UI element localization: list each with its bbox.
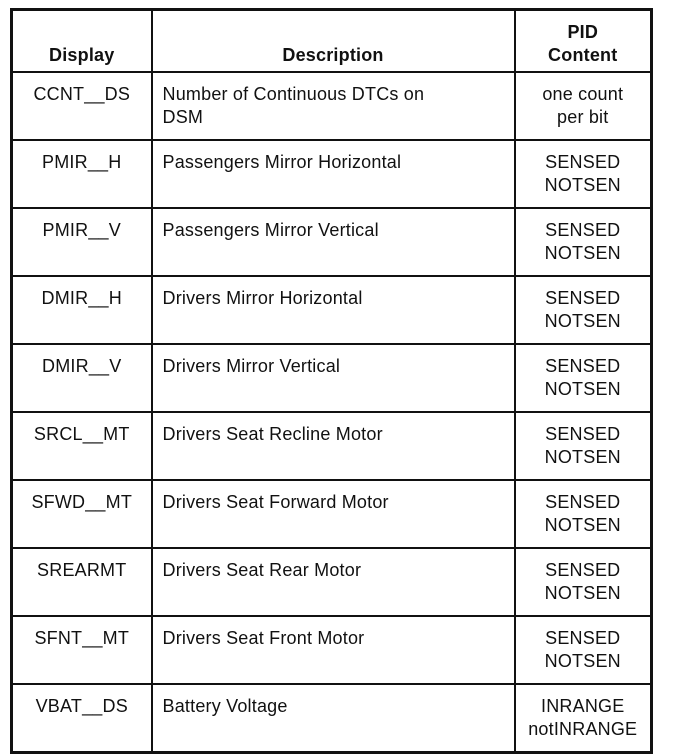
- pid-line2: NOTSEN: [544, 175, 621, 195]
- header-pid-content: [515, 10, 652, 73]
- header-pid-line1: PID: [567, 22, 599, 42]
- pid-line2: NOTSEN: [544, 447, 621, 467]
- description-cell: [152, 412, 515, 480]
- description-line1: Passengers Mirror Horizontal: [162, 152, 402, 172]
- pid-line1: SENSED: [545, 560, 621, 580]
- table-row: [12, 684, 652, 753]
- description-cell: [152, 140, 515, 208]
- pid-line1: SENSED: [545, 220, 621, 240]
- description-cell: [152, 208, 515, 276]
- description-cell: [152, 480, 515, 548]
- pid-line2: notINRANGE: [528, 719, 638, 739]
- pid-table: [10, 8, 653, 754]
- pid-line2: NOTSEN: [544, 379, 621, 399]
- pid-content-cell: [515, 72, 652, 140]
- table-row: [12, 276, 652, 344]
- display-cell: SFWD__MT: [12, 480, 152, 548]
- pid-content-cell: [515, 140, 652, 208]
- display-cell: DMIR__H: [12, 276, 152, 344]
- pid-content-cell: [515, 480, 652, 548]
- pid-content-cell: [515, 412, 652, 480]
- description-line1: Drivers Seat Rear Motor: [162, 560, 362, 580]
- table-row: [12, 344, 652, 412]
- description-cell: [152, 276, 515, 344]
- display-cell: PMIR__H: [12, 140, 152, 208]
- description-line1: Drivers Seat Front Motor: [162, 628, 365, 648]
- description-line1: Drivers Seat Recline Motor: [162, 424, 383, 444]
- table-row: [12, 140, 652, 208]
- header-display: Display: [12, 10, 152, 73]
- display-cell: PMIR__V: [12, 208, 152, 276]
- description-cell: [152, 72, 515, 140]
- description-line1: Passengers Mirror Vertical: [162, 220, 379, 240]
- display-cell: SFNT__MT: [12, 616, 152, 684]
- pid-line2: NOTSEN: [544, 583, 621, 603]
- pid-line1: SENSED: [545, 492, 621, 512]
- pid-content-cell: [515, 276, 652, 344]
- table-row: [12, 548, 652, 616]
- table-row: [12, 72, 652, 140]
- pid-line1: SENSED: [545, 424, 621, 444]
- display-cell: CCNT__DS: [12, 72, 152, 140]
- pid-line2: NOTSEN: [544, 311, 621, 331]
- description-cell: [152, 548, 515, 616]
- table-row: [12, 412, 652, 480]
- description-line1: Drivers Mirror Horizontal: [162, 288, 363, 308]
- pid-line2: NOTSEN: [544, 243, 621, 263]
- table-row: [12, 480, 652, 548]
- pid-content-cell: [515, 344, 652, 412]
- header-row: [12, 10, 652, 73]
- display-cell: SREARMT: [12, 548, 152, 616]
- pid-line1: INRANGE: [541, 696, 625, 716]
- pid-line2: NOTSEN: [544, 651, 621, 671]
- description-line1: Drivers Mirror Vertical: [162, 356, 341, 376]
- pid-line1: SENSED: [545, 628, 621, 648]
- pid-content-cell: [515, 684, 652, 753]
- description-line1: Battery Voltage: [162, 696, 288, 716]
- pid-line1: SENSED: [545, 356, 621, 376]
- description-line1: Number of Continuous DTCs on: [162, 84, 425, 104]
- display-cell: VBAT__DS: [12, 684, 152, 753]
- pid-line1: SENSED: [545, 288, 621, 308]
- description-cell: [152, 344, 515, 412]
- header-description: Description: [152, 10, 515, 73]
- pid-line2: per bit: [557, 107, 609, 127]
- pid-line2: NOTSEN: [544, 515, 621, 535]
- pid-content-cell: [515, 548, 652, 616]
- description-line1: Drivers Seat Forward Motor: [162, 492, 389, 512]
- table-row: [12, 208, 652, 276]
- pid-content-cell: [515, 208, 652, 276]
- description-cell: [152, 684, 515, 753]
- pid-line1: SENSED: [545, 152, 621, 172]
- header-pid-line2: Content: [548, 45, 618, 65]
- display-cell: DMIR__V: [12, 344, 152, 412]
- pid-line1: one count: [542, 84, 624, 104]
- display-cell: SRCL__MT: [12, 412, 152, 480]
- description-line2: DSM: [162, 107, 204, 127]
